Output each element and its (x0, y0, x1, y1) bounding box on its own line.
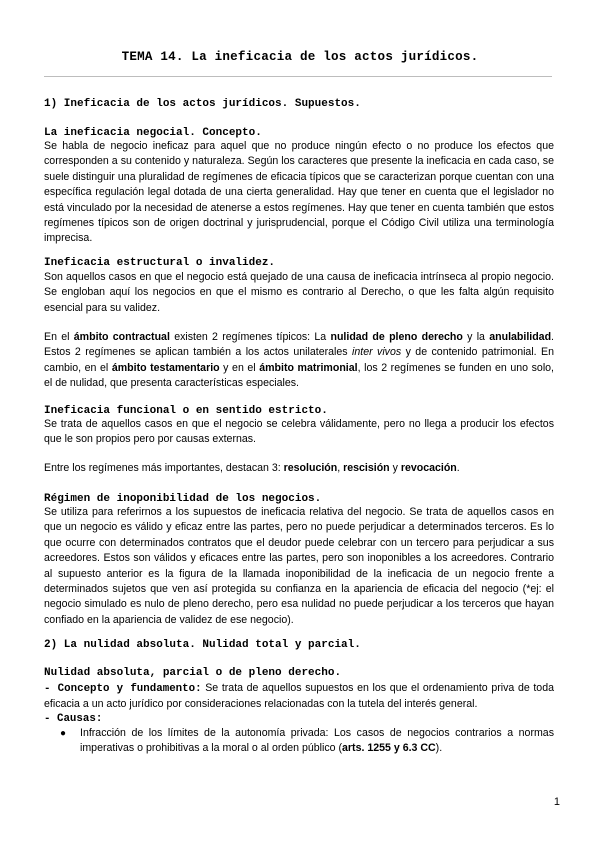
paragraph-concepto-fundamento: - Concepto y fundamento: Se trata de aquellos supuestos en los que el ordenamiento priva de toda eficacia a un acto jurídico por consideraciones relacionadas con la tutela del interés general. (44, 682, 554, 711)
paragraph-regimenes-funcionales: Entre los regímenes más importantes, destacan 3: resolución, rescisión y revocación. (44, 462, 460, 474)
heading-ineficacia-funcional: Ineficacia funcional o en sentido estricto. (44, 405, 328, 417)
causas-label: - Causas: (44, 713, 103, 725)
heading-ineficacia-negocial: La ineficacia negocial. Concepto. (44, 127, 262, 139)
paragraph-ineficacia-estructural: Son aquellos casos en que el negocio está quejado de una causa de ineficacia intrínseca al propio negocio. Se engloban aquí los negocios en que el mismo es contrario al Derecho, o que les falta algún requisito esencial para su validez. (44, 271, 554, 314)
page-number: 1 (553, 796, 560, 808)
list-item-text: Infracción de los límites de la autonomía privada: Los casos de negocios contrarios a normas imperativas o prohibitivas a la moral o al orden público (arts. 1255 y 6.3 CC). (80, 727, 554, 755)
document-title: TEMA 14. La ineficacia de los actos jurídicos. (121, 50, 479, 64)
bullet-icon: ● (60, 728, 67, 739)
paragraph-ambito-contractual: En el ámbito contractual existen 2 regímenes típicos: La nulidad de pleno derecho y la anulabilidad. Estos 2 regímenes se aplican también a los actos unilaterales inter vivos y de contenido patrimonial. En cambio, en el ámbito testamentario y en el ámbito matrimonial, los 2 regímenes se funden en uno solo, el de nulidad, que presenta características especiales. (44, 331, 555, 390)
section-2-heading: 2) La nulidad absoluta. Nulidad total y parcial. (44, 639, 361, 651)
heading-ineficacia-estructural: Ineficacia estructural o invalidez. (44, 257, 276, 269)
section-1-heading: 1) Ineficacia de los actos jurídicos. Supuestos. (44, 98, 361, 110)
paragraph-ineficacia-negocial: Se habla de negocio ineficaz para aquel que no produce ningún efecto o no produce los efectos que corresponden a su contenido y naturaleza. Según los caracteres que presente la ineficacia en cada caso, se suele distinguir una pluralidad de regímenes de eficacia típicos que se caracterizan porque cuentan con una específica regulación legal dotada de una cierta generalidad. Hay que tener en cuenta que el legislador no está vinculado por la necesidad de atenerse a estos regímenes. Hay que tener en cuenta también que estos regímenes típicos son de origen doctrinal y jurisprudencial, porque el Código Civil utiliza una terminología imprecisa. (44, 140, 554, 245)
paragraph-ineficacia-funcional: Se trata de aquellos casos en que el negocio se celebra válidamente, pero no llega a producir los efectos que le son propios pero por causas externas. (44, 418, 554, 446)
heading-nulidad-absoluta: Nulidad absoluta, parcial o de pleno derecho. (44, 667, 342, 679)
heading-inoponibilidad: Régimen de inoponibilidad de los negocios. (44, 493, 322, 505)
title-divider (44, 76, 552, 77)
paragraph-inoponibilidad: Se utiliza para referirnos a los supuestos de ineficacia relativa del negocio. Se trata de aquellos casos en que un negocio es válido y eficaz entre las partes, pero no puede perjudicar a determinados terceros. Es lo que ocurre con determinados contratos que el deudor puede celebrar con un tercero para perjudicar a sus acreedores. Estos son válidos y eficaces entre las partes, pero son inoponibles a los acreedores. Contrario al supuesto anterior es la figura de la llamada inoponibilidad de la ineficacia de un negocio frente a determinados sujetos que ven así protegida su confianza en la apariencia de eficacia del negocio (*ej: el negocio simulado es nulo de pleno derecho, pero esa nulidad no puede perjudicar a los terceros que hayan confiado en la apariencia de validez de ese negocio). (44, 506, 554, 626)
